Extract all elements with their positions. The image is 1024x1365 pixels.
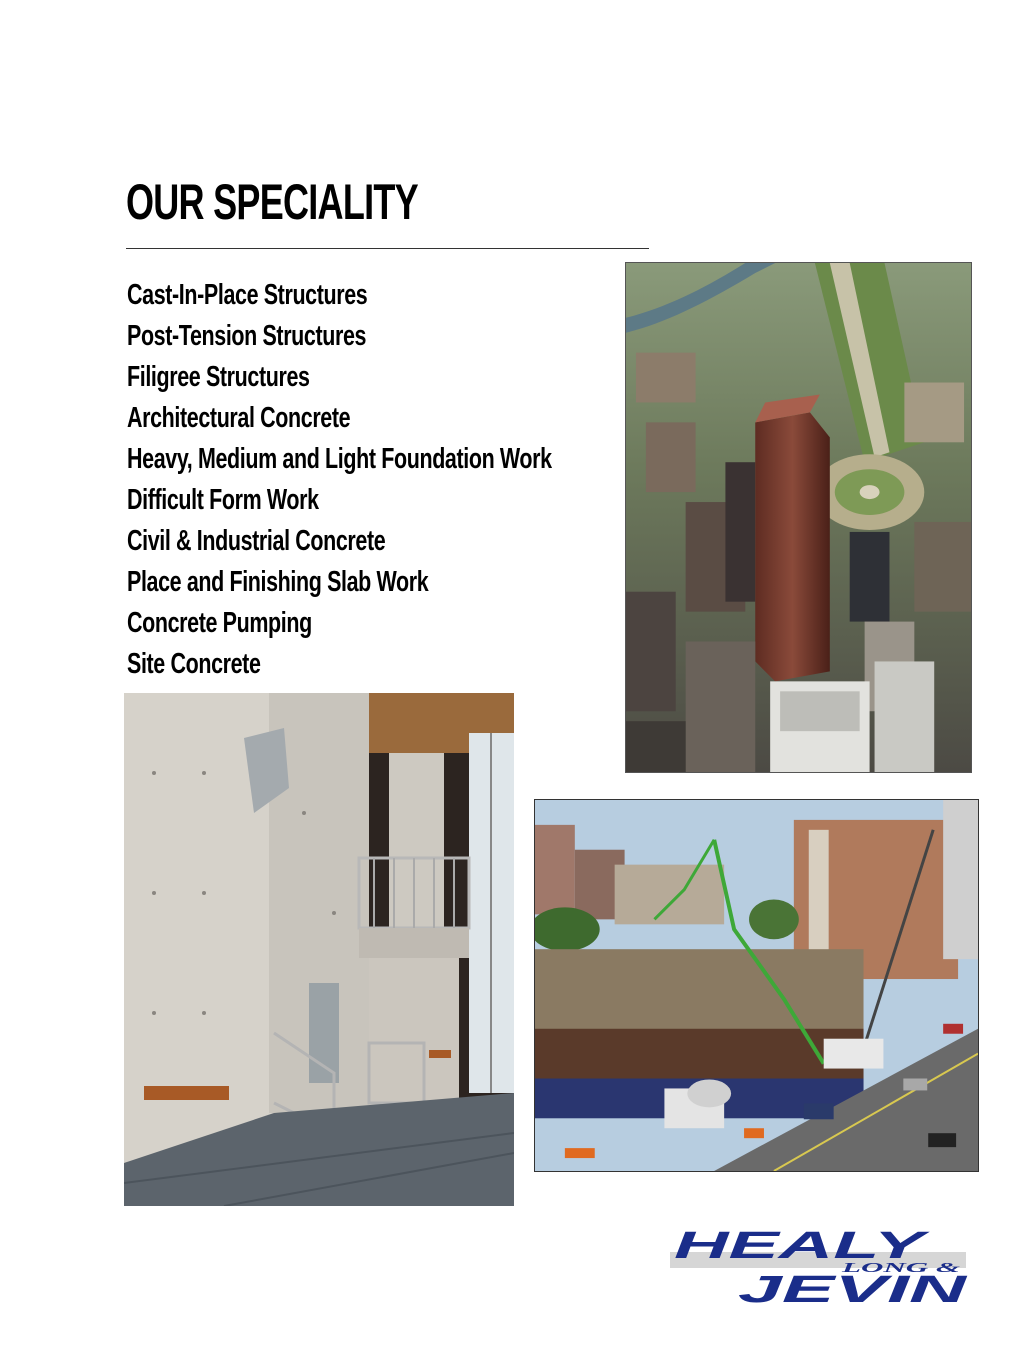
list-item: Difficult Form Work bbox=[127, 484, 319, 516]
aerial-city-photo bbox=[625, 262, 972, 773]
interior-concrete-photo bbox=[124, 693, 514, 1206]
list-item: Heavy, Medium and Light Foundation Work bbox=[127, 443, 552, 475]
svg-text:LONG &: LONG & bbox=[839, 1261, 961, 1276]
list-item: Post-Tension Structures bbox=[127, 320, 367, 352]
title-divider bbox=[126, 248, 649, 249]
list-item: Concrete Pumping bbox=[127, 607, 312, 639]
list-item: Cast-In-Place Structures bbox=[127, 279, 368, 311]
list-item: Civil & Industrial Concrete bbox=[127, 525, 386, 557]
svg-text:HEALY: HEALY bbox=[674, 1225, 932, 1267]
company-logo bbox=[670, 1222, 970, 1306]
list-item: Site Concrete bbox=[127, 648, 261, 680]
construction-site-photo bbox=[534, 799, 979, 1172]
list-item: Place and Finishing Slab Work bbox=[127, 566, 429, 598]
list-item: Filigree Structures bbox=[127, 361, 310, 393]
svg-text:JEVIN: JEVIN bbox=[738, 1269, 970, 1306]
speciality-list bbox=[127, 276, 701, 686]
page-title: OUR SPECIALITY bbox=[126, 174, 418, 230]
list-item: Architectural Concrete bbox=[127, 402, 351, 434]
